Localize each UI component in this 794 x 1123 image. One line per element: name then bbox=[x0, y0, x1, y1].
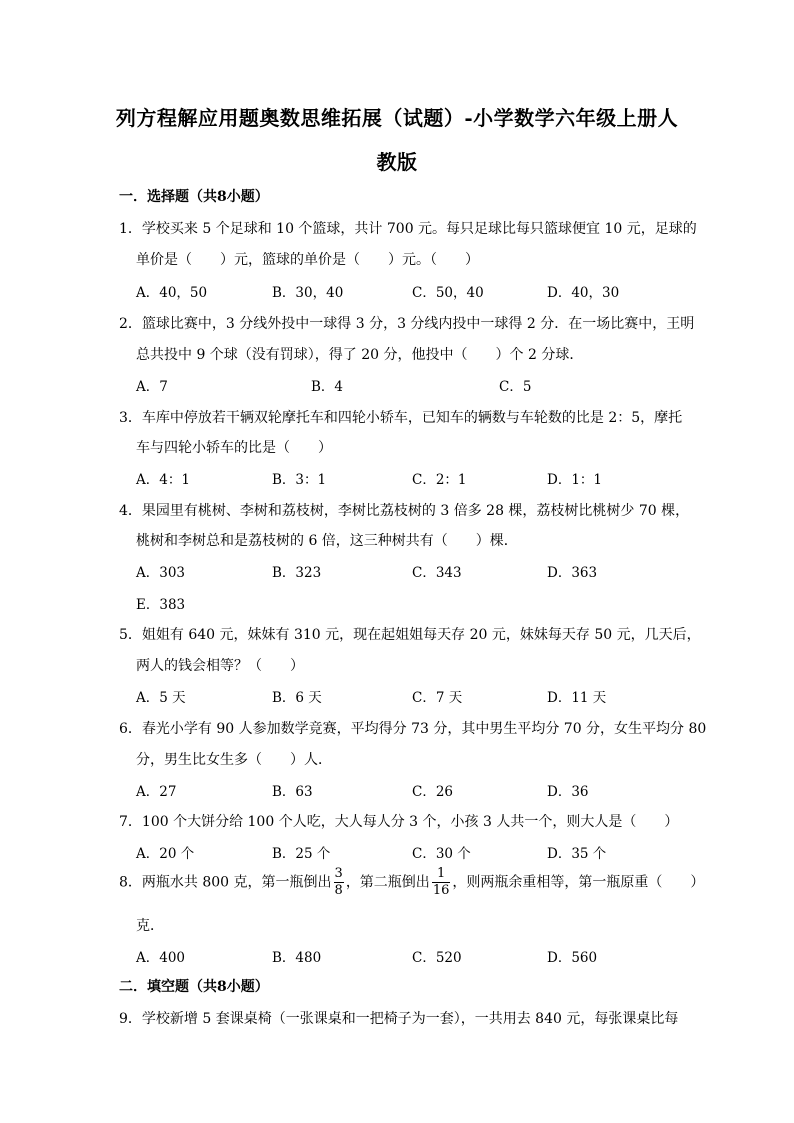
question-4-line-2: 桃树和李树总和是荔枝树的 6 倍，这三种树共有（ ）棵． bbox=[136, 533, 518, 549]
question-8-option-a: A．400 bbox=[136, 950, 186, 966]
question-8-suffix: ，则两瓶余重相等，第一瓶原重（ ） bbox=[452, 874, 705, 891]
question-8-prefix: 8．两瓶水共 800 克，第一瓶倒出 bbox=[119, 874, 332, 891]
question-6-option-d: D．36 bbox=[547, 784, 589, 800]
question-8-option-b: B．480 bbox=[272, 950, 322, 966]
question-5-option-b: B．6 天 bbox=[272, 690, 322, 706]
document-title-line-1: 列方程解应用题奥数思维拓展（试题）-小学数学六年级上册人 bbox=[115, 106, 679, 130]
question-6-option-a: A．27 bbox=[136, 784, 177, 800]
question-5-option-d: D．11 天 bbox=[547, 690, 607, 706]
question-1-line-1: 1．学校买来 5 个足球和 10 个篮球，共计 700 元。每只足球比每只篮球便宜 10 元，足球的 bbox=[119, 221, 697, 237]
question-8-middle: ，第二瓶倒出 bbox=[345, 874, 430, 891]
section-heading-fill: 二．填空题（共8小题） bbox=[119, 979, 269, 995]
question-7-option-b: B．25 个 bbox=[272, 846, 331, 862]
document-title-line-2: 教版 bbox=[376, 150, 418, 174]
question-7-line-1: 7．100 个大饼分给 100 个人吃，大人每人分 3 个，小孩 3 人共一个，则大人是（ ） bbox=[119, 814, 679, 830]
question-7-option-a: A．20 个 bbox=[136, 846, 195, 862]
question-1-line-2: 单价是（ ）元，篮球的单价是（ ）元。（ ） bbox=[136, 252, 479, 268]
question-2-line-1: 2．篮球比赛中，3 分线外投中一球得 3 分，3 分线内投中一球得 2 分．在一场比赛中，王明 bbox=[119, 316, 695, 332]
question-2-option-b: B．4 bbox=[311, 379, 344, 395]
fraction-1-denominator: 8 bbox=[334, 883, 343, 898]
question-3-option-a: A．4：1 bbox=[136, 472, 190, 488]
question-6-option-b: B．63 bbox=[272, 784, 313, 800]
question-4-line-1: 4．果园里有桃树、李树和荔枝树，李树比荔枝树的 3 倍多 28 棵，荔枝树比桃树少 70 棵， bbox=[119, 503, 690, 519]
question-4-option-a: A．303 bbox=[136, 565, 186, 581]
fraction-one-sixteenth bbox=[432, 866, 451, 899]
question-1-option-a: A．40，50 bbox=[136, 285, 208, 301]
question-2-option-a: A．7 bbox=[136, 379, 168, 395]
question-8-option-c: C．520 bbox=[412, 950, 462, 966]
question-3-option-c: C．2：1 bbox=[412, 472, 467, 488]
question-4-option-b: B．323 bbox=[272, 565, 322, 581]
question-1-option-d: D．40，30 bbox=[547, 285, 620, 301]
fraction-2-numerator: 1 bbox=[432, 866, 451, 883]
question-4-option-d: D．363 bbox=[547, 565, 598, 581]
question-9-line-1: 9．学校新增 5 套课桌椅（一张课桌和一把椅子为一套），一共用去 840 元，每张课桌比每 bbox=[119, 1011, 679, 1027]
question-3-option-d: D．1：1 bbox=[547, 472, 603, 488]
question-7-option-d: D．35 个 bbox=[547, 846, 607, 862]
question-5-line-2: 两人的钱会相等？（ ） bbox=[136, 658, 304, 674]
question-5-option-a: A．5 天 bbox=[136, 690, 186, 706]
section-heading-choice: 一．选择题（共8小题） bbox=[119, 189, 269, 205]
fraction-three-eighths bbox=[334, 866, 344, 899]
question-4-option-e: E．383 bbox=[136, 597, 186, 613]
question-8-line-1 bbox=[119, 866, 704, 899]
question-8-option-d: D．560 bbox=[547, 950, 598, 966]
question-6-line-2: 分，男生比女生多（ ）人． bbox=[136, 752, 332, 768]
question-1-option-c: C．50，40 bbox=[412, 285, 484, 301]
question-1-option-b: B．30，40 bbox=[272, 285, 344, 301]
fraction-2-denominator: 16 bbox=[432, 883, 450, 898]
fraction-1-numerator: 3 bbox=[334, 866, 343, 881]
question-8-line-2: 克． bbox=[136, 918, 164, 934]
question-3-line-1: 3．车库中停放若干辆双轮摩托车和四轮小轿车，已知车的辆数与车轮数的比是 2：5，摩托 bbox=[119, 410, 683, 426]
question-4-option-c: C．343 bbox=[412, 565, 462, 581]
question-5-line-1: 5．姐姐有 640 元，妹妹有 310 元，现在起姐姐每天存 20 元，妹妹每天存 50 元，几天后， bbox=[119, 627, 701, 643]
question-3-option-b: B．3：1 bbox=[272, 472, 327, 488]
question-2-line-2: 总共投中 9 个球（没有罚球），得了 20 分，他投中（ ）个 2 分球． bbox=[136, 347, 584, 363]
question-5-option-c: C．7 天 bbox=[412, 690, 463, 706]
question-6-option-c: C．26 bbox=[412, 784, 454, 800]
question-7-option-c: C．30 个 bbox=[412, 846, 471, 862]
question-3-line-2: 车与四轮小轿车的比是（ ） bbox=[136, 440, 332, 456]
question-6-line-1: 6．春光小学有 90 人参加数学竞赛，平均得分 73 分，其中男生平均分 70 分，女生平均分 80 bbox=[119, 721, 707, 737]
question-2-option-c: C．5 bbox=[499, 379, 532, 395]
